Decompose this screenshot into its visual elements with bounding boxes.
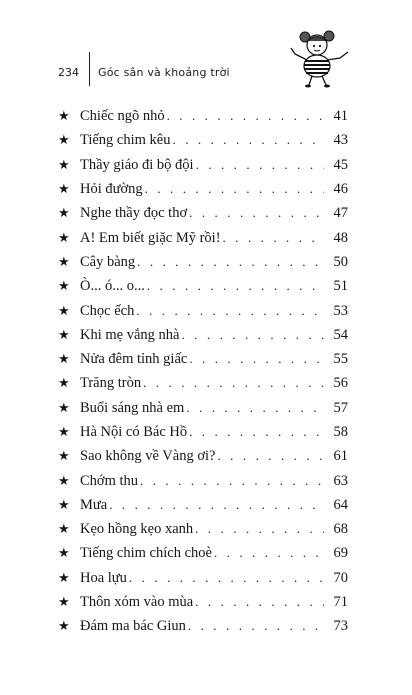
star-bullet-icon: ★ — [58, 618, 70, 634]
dot-leader — [214, 541, 324, 565]
toc-entry — [58, 517, 348, 541]
star-bullet-icon: ★ — [58, 545, 70, 561]
book-title: Góc sân và khoảng trời — [98, 66, 230, 79]
dot-leader — [181, 323, 324, 347]
toc-entry — [58, 104, 348, 128]
toc-entry — [58, 250, 348, 274]
star-bullet-icon: ★ — [58, 594, 70, 610]
dot-leader — [147, 274, 324, 298]
toc-entry-page: 45 — [333, 156, 348, 173]
star-bullet-icon: ★ — [58, 302, 70, 318]
toc-entry-title: Hỏi đường — [80, 181, 143, 198]
toc-entry-title: Sao không về Vàng ơi? — [80, 448, 216, 465]
toc-entry-title: Khi mẹ vắng nhà — [80, 326, 180, 343]
toc-entry — [58, 396, 348, 420]
star-bullet-icon: ★ — [58, 278, 70, 294]
toc-entry — [58, 371, 348, 395]
dot-leader — [189, 201, 324, 225]
toc-entry-title: Thôn xóm vào mùa — [80, 594, 194, 611]
star-bullet-icon: ★ — [58, 108, 70, 124]
dot-leader — [137, 250, 324, 274]
toc-entry-title: Cây bàng — [80, 253, 136, 270]
star-bullet-icon: ★ — [58, 496, 70, 512]
star-bullet-icon: ★ — [58, 375, 70, 391]
toc-entry-title: Tiếng chim chích choè — [80, 545, 212, 562]
toc-entry-page: 50 — [333, 253, 348, 270]
toc-entry — [58, 468, 348, 492]
dot-leader — [223, 226, 324, 250]
mascot-illustration — [285, 28, 355, 90]
toc-entry-title: Đám ma bác Giun — [80, 618, 186, 635]
page-header — [0, 0, 412, 100]
toc-entry-page: 43 — [333, 132, 348, 149]
dot-leader — [136, 299, 324, 323]
star-bullet-icon: ★ — [58, 424, 70, 439]
dot-leader — [196, 153, 324, 177]
dot-leader — [195, 517, 324, 541]
star-bullet-icon: ★ — [58, 472, 70, 488]
toc-entry-title: A! Em biết giặc Mỹ rồi! — [80, 229, 221, 246]
toc-entry-title: Chiếc ngõ nhỏ — [80, 108, 165, 125]
toc-entry-title: Ò... ó... o... — [80, 278, 145, 295]
toc-entry-title: Buổi sáng nhà em — [80, 399, 185, 416]
toc-entry — [58, 566, 348, 590]
toc-entry — [58, 493, 348, 517]
toc-entry-title: Hà Nội có Bác Hồ — [80, 424, 188, 440]
toc-entry — [58, 201, 348, 225]
toc-entry-page: 57 — [333, 399, 348, 416]
header-divider — [89, 52, 90, 86]
toc-entry — [58, 347, 348, 371]
toc-entry-page: 61 — [333, 448, 348, 465]
toc-entry — [58, 323, 348, 347]
toc-entry — [58, 298, 348, 322]
dot-leader — [109, 493, 324, 517]
dot-leader — [189, 347, 324, 371]
toc-entry-page: 55 — [333, 351, 348, 368]
toc-entry-title: Chọc ếch — [80, 302, 135, 319]
toc-entry-page: 41 — [333, 108, 348, 125]
dot-leader — [217, 444, 324, 468]
toc-entry — [58, 128, 348, 152]
toc-entry — [58, 225, 348, 249]
dot-leader — [167, 104, 324, 128]
dot-leader — [189, 420, 324, 444]
star-bullet-icon: ★ — [58, 229, 70, 245]
star-bullet-icon: ★ — [58, 253, 70, 269]
dot-leader — [188, 614, 324, 638]
dot-leader — [145, 177, 324, 201]
toc-entry-page: 46 — [333, 181, 348, 198]
toc-entry — [58, 541, 348, 565]
dot-leader — [143, 371, 324, 395]
toc-entry-title: Trăng tròn — [80, 375, 142, 392]
dot-leader — [129, 566, 324, 590]
toc-entry-page: 64 — [333, 496, 348, 513]
star-bullet-icon: ★ — [58, 132, 70, 148]
table-of-contents — [58, 104, 348, 639]
dot-leader — [186, 396, 324, 420]
star-bullet-icon: ★ — [58, 521, 70, 537]
toc-entry-title: Nửa đêm tỉnh giấc — [80, 351, 188, 368]
toc-entry-page: 68 — [333, 521, 348, 538]
toc-entry — [58, 177, 348, 201]
star-bullet-icon: ★ — [58, 399, 70, 415]
toc-entry-title: Mưa — [80, 496, 108, 513]
star-bullet-icon: ★ — [58, 326, 70, 342]
toc-entry-page: 63 — [333, 472, 348, 489]
toc-entry-page: 58 — [333, 424, 348, 440]
toc-entry — [58, 590, 348, 614]
page-number: 234 — [58, 66, 79, 79]
toc-entry — [58, 614, 348, 638]
toc-entry — [58, 420, 348, 444]
toc-entry-page: 54 — [333, 326, 348, 343]
toc-entry-page: 51 — [333, 278, 348, 295]
toc-entry-page: 56 — [333, 375, 348, 392]
toc-entry-title: Kẹo hồng kẹo xanh — [80, 521, 194, 538]
toc-entry-title: Thầy giáo đi bộ đội — [80, 156, 194, 173]
toc-entry-title: Hoa lựu — [80, 569, 127, 586]
toc-entry-page: 53 — [333, 302, 348, 319]
star-bullet-icon: ★ — [58, 351, 70, 367]
dot-leader — [195, 590, 324, 614]
toc-entry-page: 48 — [333, 229, 348, 246]
toc-entry-title: Tiếng chim kêu — [80, 132, 171, 149]
toc-entry-page: 71 — [333, 594, 348, 611]
toc-entry — [58, 153, 348, 177]
toc-entry — [58, 444, 348, 468]
toc-entry-page: 70 — [333, 569, 348, 586]
toc-entry-title: Chớm thu — [80, 472, 139, 489]
toc-entry-page: 69 — [333, 545, 348, 562]
star-bullet-icon: ★ — [58, 205, 70, 221]
toc-entry-page: 73 — [333, 618, 348, 635]
toc-entry-title: Nghe thầy đọc thơ — [80, 205, 188, 222]
toc-entry-page: 47 — [333, 205, 348, 222]
star-bullet-icon: ★ — [58, 448, 70, 464]
star-bullet-icon: ★ — [58, 156, 70, 172]
star-bullet-icon: ★ — [58, 569, 70, 585]
dot-leader — [173, 128, 325, 152]
star-bullet-icon: ★ — [58, 181, 70, 197]
dot-leader — [140, 469, 324, 493]
toc-entry — [58, 274, 348, 298]
